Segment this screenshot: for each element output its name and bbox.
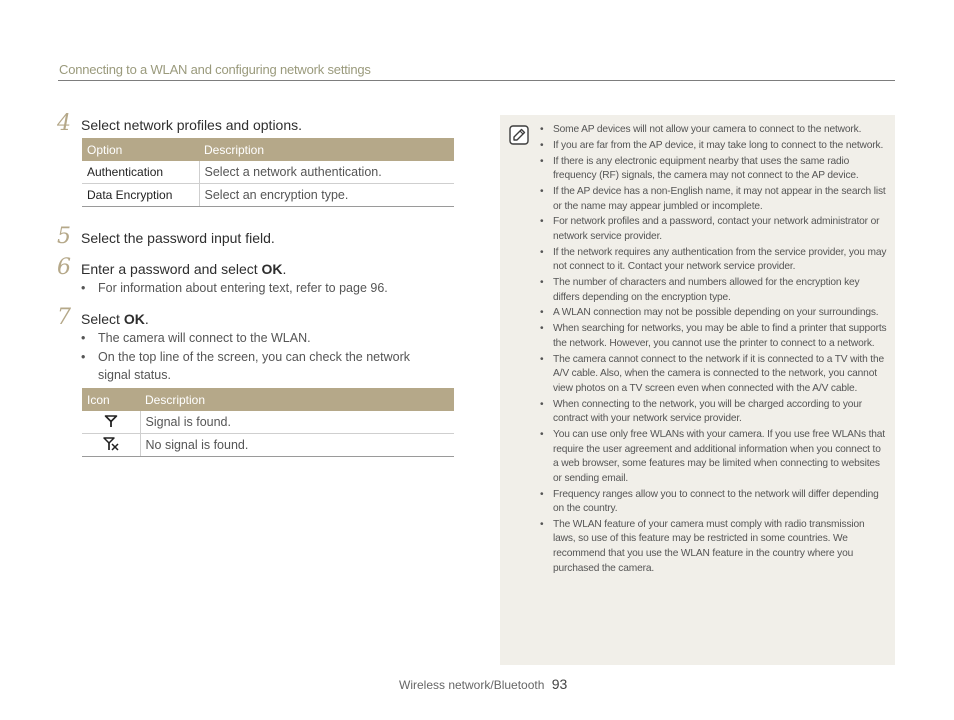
table-row [82, 161, 454, 184]
table-header-row [82, 388, 454, 411]
icon-cell [82, 434, 140, 457]
option-cell: Data Encryption [82, 184, 199, 207]
table-header-description: Description [140, 388, 454, 411]
step-text: Select OK. [81, 311, 149, 327]
table-row [82, 434, 454, 457]
ok-label: OK [261, 261, 283, 277]
list-item: • If you are far from the AP device, it may take long to connect to the network. [537, 139, 887, 154]
step-text: Select the password input field. [81, 230, 275, 246]
icon-cell [82, 411, 140, 434]
list-item: • On the top line of the screen, you can check the network signal status. [81, 350, 410, 382]
table-header-option: Option [82, 138, 199, 161]
table-header-row [82, 138, 454, 161]
list-item: • For network profiles and a password, contact your network administrator or network service provider. [537, 215, 887, 244]
list-item: • When searching for networks, you may be able to find a printer that supports the network. However, you cannot use the printer to connect to a network. [537, 322, 887, 351]
no-signal-icon [103, 436, 119, 451]
table-row [82, 184, 454, 207]
description-cell: Select a network authentication. [199, 161, 454, 184]
page-footer [399, 676, 567, 692]
list-item: • The WLAN feature of your camera must comply with radio transmission laws, so use of this feature may be restricted in some countries. We recommend that you use the WLAN feature in the country where you purchased the camera. [537, 518, 887, 576]
list-item: • A WLAN connection may not be possible depending on your surroundings. [537, 306, 887, 321]
step-number: 7 [57, 305, 71, 330]
notes-list [537, 123, 887, 577]
table-row [82, 411, 454, 434]
list-item: • If there is any electronic equipment nearby that uses the same radio frequency (RF) signals, the camera may not connect to the AP device. [537, 155, 887, 184]
step-number: 5 [57, 224, 71, 249]
list-item: • Frequency ranges allow you to connect to the network will differ depending on the country. [537, 488, 887, 517]
page-number: 93 [551, 676, 568, 692]
page-header-title: Connecting to a WLAN and configuring network settings [59, 62, 371, 77]
step-number: 4 [57, 111, 71, 136]
list-item: • For information about entering text, refer to page 96. [81, 281, 388, 295]
list-item: • If the AP device has a non-English name, it may not appear in the search list or the name may appear jumbled or incomplete. [537, 185, 887, 214]
list-item: • If the network requires any authentication from the service provider, you may not connect to it. Contact your network service provider. [537, 246, 887, 275]
description-cell: No signal is found. [140, 434, 454, 457]
table-header-icon: Icon [82, 388, 140, 411]
ok-label: OK [123, 311, 145, 327]
header-divider [58, 80, 895, 81]
note-pencil-icon [509, 125, 529, 145]
step-number: 6 [57, 255, 71, 280]
list-item: • When connecting to the network, you will be charged according to your contract with your network service provider. [537, 398, 887, 427]
list-item: • The camera cannot connect to the network if it is connected to a TV with the A/V cable. Also, when the camera is connected to the network, you cannot view photos on a TV screen even when connected with the A/V cable. [537, 353, 887, 397]
options-table [82, 138, 454, 207]
icon-table [82, 388, 454, 457]
notes-panel [500, 115, 895, 665]
list-item: • The number of characters and numbers allowed for the encryption key differs depending on the encryption type. [537, 276, 887, 305]
step-text: Enter a password and select OK. [81, 261, 287, 277]
signal-found-icon [104, 414, 118, 428]
description-cell: Select an encryption type. [199, 184, 454, 207]
description-cell: Signal is found. [140, 411, 454, 434]
table-header-description: Description [199, 138, 454, 161]
list-item: • You can use only free WLANs with your camera. If you use free WLANs that require the user agreement and additional information when you connect to a web browser, some features may be limited when connecting to websites or sending email. [537, 428, 887, 486]
step-text: Select network profiles and options. [81, 117, 303, 133]
option-cell: Authentication [82, 161, 199, 184]
list-item: • Some AP devices will not allow your camera to connect to the network. [537, 123, 887, 138]
footer-section-title: Wireless network/Bluetooth [399, 678, 545, 692]
list-item: • The camera will connect to the WLAN. [81, 331, 311, 345]
